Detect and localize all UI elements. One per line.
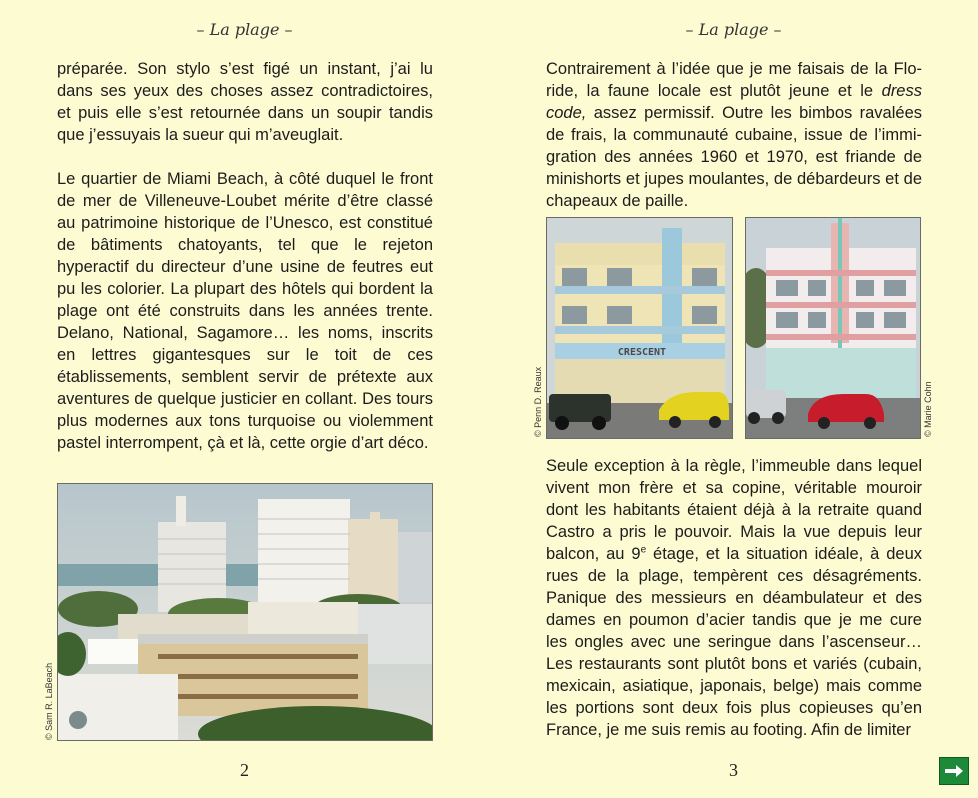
running-head: – La plage – (196, 20, 293, 39)
crescent-sign-text: CRESCENT (617, 347, 667, 358)
running-head: – La plage – (685, 20, 782, 39)
paragraph-text: étage, et la situation idéale, à deux rues de la plage, tempèrent ces désagréments. Panique des messieurs en déambulateur et des dames en poumon d’acier tandis que je me cure les ongles avec une seringue dans l’ascenseur… Les restaurants sont plutôt bons et variés (cubain, mexicain, asiatique, japonais, belge) mais comme les portions sont deux fois plus copieuses qu’en France, je me suis remis au footing. Afin de limiter (546, 545, 922, 739)
paragraph-text: Le quartier de Miami Beach, à côté duquel le front de mer de Villeneuve-Loubet mérite d’être classé au patrimoine historique de l’Unesco, est constitué de bâtiments chatoyants, tel que le rejeton hyperactif du directeur d’une usine de feutres eut pu les colorier. La plupart des hôtels qui bordent la plage ont été construits dans les années trente. Delano, National, Sagamore… les noms, inscrits en lettres gigantesques sur le toit de ces établissements, semblent servir de prétexte aux aventures de quelque justicier en collant. Des tours plus modernes aux tons turquoise ou violemment pastel interrompent, çà et là, cette orgie d’art déco. (57, 170, 433, 452)
paragraph (546, 58, 922, 212)
paragraph (546, 455, 922, 741)
photo-credit: © Sam R. LaBeach (44, 662, 54, 740)
crescent-hotel-image (547, 218, 732, 438)
crescent-hotel-photo (546, 217, 733, 439)
paragraph-italic: dress code, (546, 82, 922, 122)
art-deco-hotel-image (746, 218, 920, 438)
superscript: e (640, 544, 647, 556)
page-number: 3 (729, 760, 738, 780)
paragraph-text: assez permissif. Outre les bimbos ravalées de frais, la communauté cubaine, issue de l’immigration des années 1960 et 1970, est friande de minishorts et jupes moulantes, de débardeurs et de chapeaux de paille. (546, 104, 922, 210)
paragraph-text: Seule exception à la règle, l’immeuble dans lequel vivent mon frère et sa copine, véritable mouroir dont les habitants étaient déjà à la retraite quand Castro a pris le pouvoir. Mais la vue depuis leur balcon, au 9 (546, 457, 922, 563)
art-deco-hotel-photo (745, 217, 921, 439)
paragraph-text: préparée. Son stylo s’est figé un instant, j’ai lu dans ses yeux des choses assez contradictoires, et puis elle s’est retournée dans un soupir tandis que j’essuyais la sueur qui m’aveuglait. (57, 60, 433, 144)
paragraph (57, 58, 433, 146)
arrow-right-icon (944, 764, 964, 778)
right-page (489, 0, 978, 798)
photo-credit: © Penn D. Reaux (533, 366, 543, 437)
paragraph (57, 168, 433, 454)
miami-beach-skyline-image (58, 484, 432, 740)
miami-beach-photo (57, 483, 433, 741)
page-number: 2 (240, 760, 249, 780)
paragraph-text: Contrairement à l’idée que je me faisais de la Floride, la faune locale est plutôt jeune et le (546, 60, 922, 100)
next-page-button[interactable] (939, 757, 969, 785)
photo-credit: © Marie Cohn (923, 381, 933, 437)
